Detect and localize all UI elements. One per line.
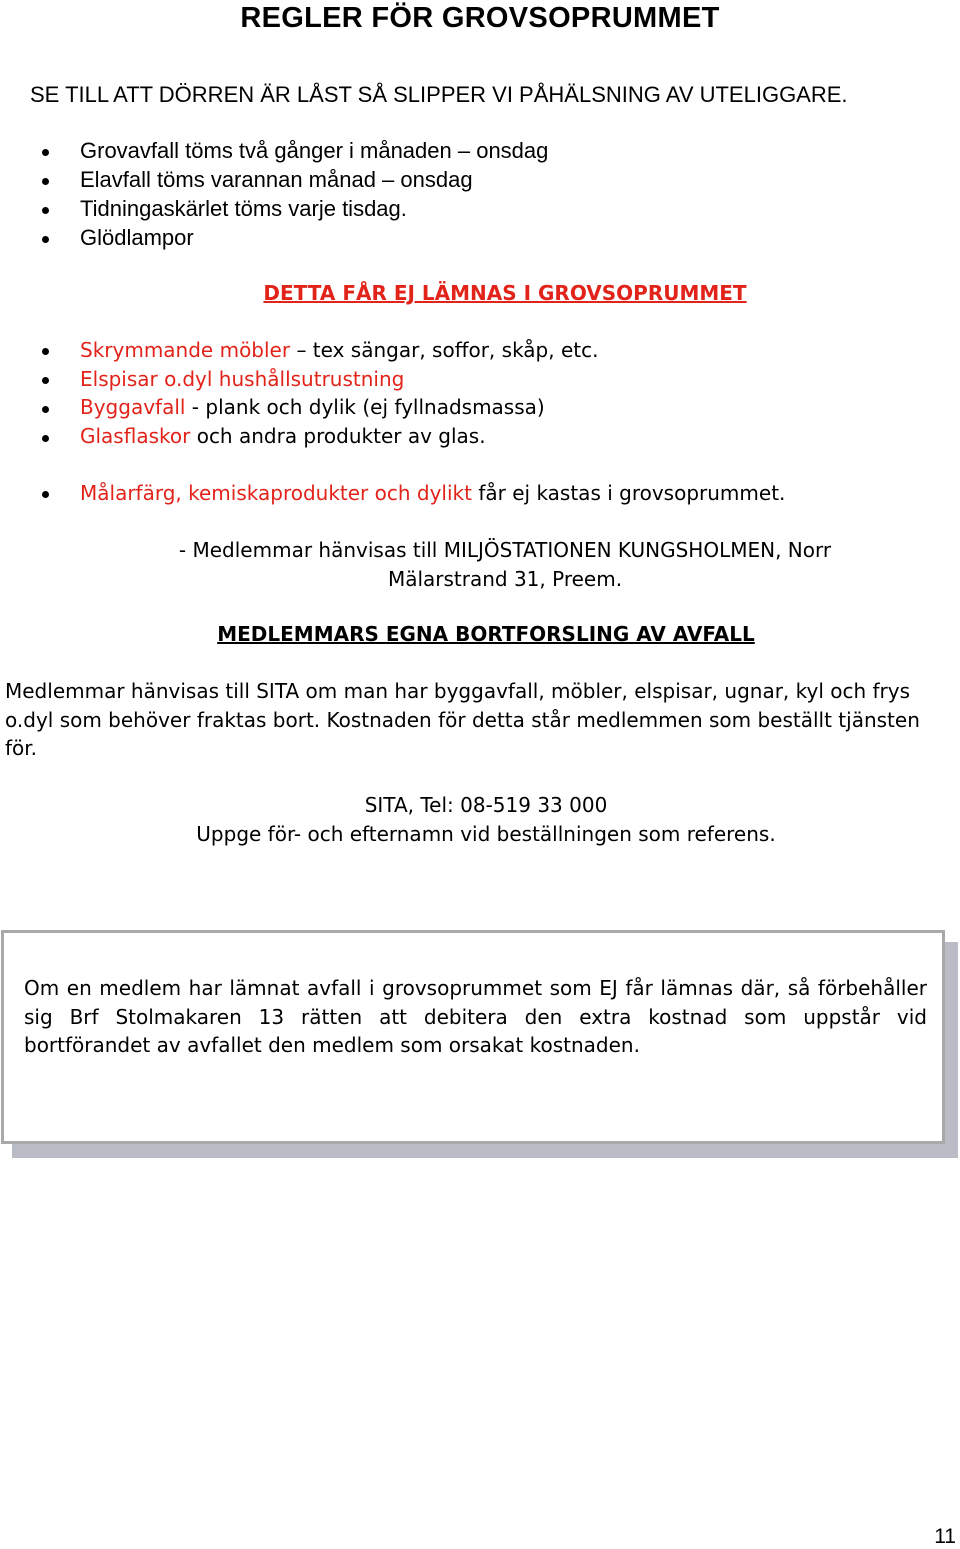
forbidden-heading: DETTA FÅR EJ LÄMNAS I GROVSOPRUMMET [263,281,747,305]
bullet-icon [42,178,49,185]
own-removal-heading: MEDLEMMARS EGNA BORTFORSLING AV AVFALL [217,622,755,646]
notice-text: Om en medlem har lämnat avfall i grovsoprummet som EJ får lämnas där, så förbehåller sig Brf Stolmakaren 13 rätten att debitera den extra kostnad som uppstår vid bortförandet av avfallet den medlem som orsakat kostnaden. [24,976,927,1057]
own-removal-paragraph: Medlemmar hänvisas till SITA om man har byggavfall, möbler, elspisar, ugnar, kyl och frys o.dyl som behöver fraktas bort. Kostnaden för detta står medlemmen som beställt tjänsten för. [5,679,920,760]
page-number: 11 [934,1525,956,1548]
miljostation-referral: - Medlemmar hänvisas till MILJÖSTATIONEN KUNGSHOLMEN, Norr Mälarstrand 31, Preem. [178,538,832,591]
list-item: Byggavfall - plank och dylik (ej fyllnadsmassa) [80,395,545,419]
paint-item: Målarfärg, kemiskaprodukter och dylikt får ej kastas i grovsoprummet. [80,481,786,505]
bullet-icon [42,348,49,355]
sita-contact [0,791,960,848]
list-item: Glasflaskor och andra produkter av glas. [80,424,486,448]
page-title: REGLER FÖR GROVSOPRUMMET [240,2,720,34]
bullet-icon [42,406,49,413]
list-item: Skrymmande möbler – tex sängar, soffor, skåp, etc. [80,338,599,362]
notice-box [1,930,945,1144]
bullet-icon [42,207,49,214]
bullet-icon [42,491,49,498]
list-item: Elspisar o.dyl hushållsutrustning [80,367,405,391]
bullet-icon [42,149,49,156]
list-item: Tidningaskärlet töms varje tisdag. [80,196,407,221]
lock-door-notice: SE TILL ATT DÖRREN ÄR LÅST SÅ SLIPPER VI PÅHÄLSNING AV UTELIGGARE. [30,82,848,107]
sita-phone: SITA, Tel: 08-519 33 000 [364,793,608,817]
sita-reference-note: Uppge för- och efternamn vid beställningen som referens. [196,821,776,846]
bullet-icon [42,435,49,442]
list-item: Glödlampor [80,225,194,250]
bullet-icon [42,236,49,243]
bullet-icon [42,377,49,384]
list-item: Elavfall töms varannan månad – onsdag [80,167,473,192]
list-item: Grovavfall töms två gånger i månaden – onsdag [80,138,549,163]
